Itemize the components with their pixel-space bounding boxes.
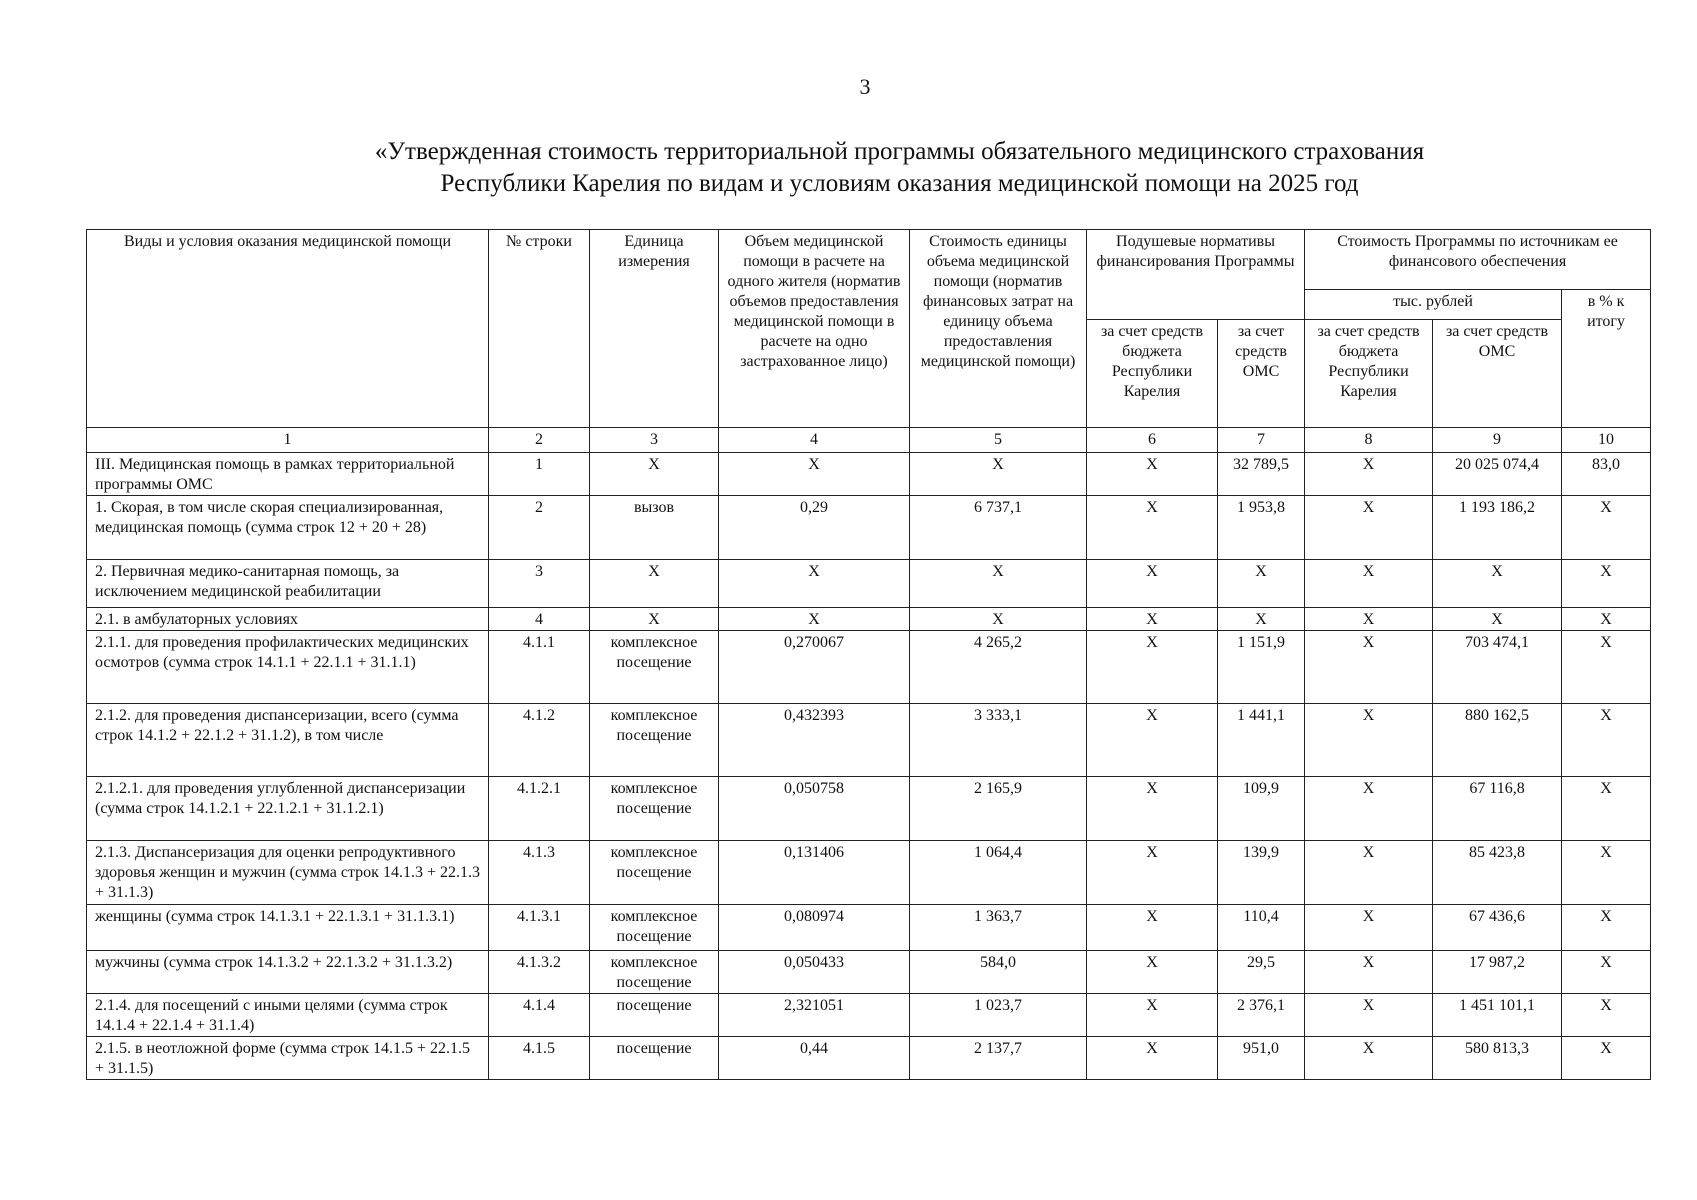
table-cell: 584,0 [910, 951, 1087, 994]
table-row [87, 608, 1651, 631]
table-row [87, 1037, 1651, 1080]
column-number: 3 [590, 428, 719, 453]
table-cell: 4.1.5 [489, 1037, 590, 1080]
header-budget-rk-2: за счет средств бюджета Республики Карелия [1305, 320, 1433, 428]
column-number: 8 [1305, 428, 1433, 453]
table-cell: 67 116,8 [1433, 777, 1562, 841]
row-label: 2.1.1. для проведения профилактических медицинских осмотров (сумма строк 14.1.1 + 22.1.1 + 31.1.1) [87, 631, 489, 704]
table-cell: 85 423,8 [1433, 841, 1562, 905]
table-cell: Х [1562, 905, 1651, 951]
table-cell: 4.1.4 [489, 994, 590, 1037]
table-row [87, 777, 1651, 841]
row-label: III. Медицинская помощь в рамках территориальной программы ОМС [87, 453, 489, 496]
table-cell: комплексное посещение [590, 951, 719, 994]
header-percent: в % к итогу [1562, 290, 1651, 428]
table-cell: Х [1305, 951, 1433, 994]
table-cell: Х [1562, 608, 1651, 631]
column-number: 10 [1562, 428, 1651, 453]
table-cell: Х [910, 453, 1087, 496]
table-row [87, 951, 1651, 994]
table-cell: Х [910, 608, 1087, 631]
table-cell: 1 193 186,2 [1433, 496, 1562, 560]
table-cell: 4.1.3.1 [489, 905, 590, 951]
column-number: 5 [910, 428, 1087, 453]
table-cell: 4 265,2 [910, 631, 1087, 704]
table-cell: Х [1087, 560, 1218, 608]
table-row [87, 704, 1651, 777]
table-row [87, 841, 1651, 905]
page-number: 3 [859, 74, 871, 99]
table-cell: 29,5 [1218, 951, 1305, 994]
table-cell: Х [1433, 608, 1562, 631]
table-cell: Х [1087, 631, 1218, 704]
row-label: 2.1.2.1. для проведения углубленной диспансеризации (сумма строк 14.1.2.1 + 22.1.2.1 + 31.1.2.1) [87, 777, 489, 841]
table-cell: комплексное посещение [590, 841, 719, 905]
table-cell: Х [1562, 951, 1651, 994]
table-cell: комплексное посещение [590, 777, 719, 841]
table-cell: Х [1087, 951, 1218, 994]
table-cell: 4.1.3.2 [489, 951, 590, 994]
table-cell: 0,270067 [719, 631, 910, 704]
table-cell: 2 376,1 [1218, 994, 1305, 1037]
table-cell: 1 441,1 [1218, 704, 1305, 777]
table-cell: 1 953,8 [1218, 496, 1305, 560]
table-row [87, 631, 1651, 704]
row-label: 2.1.3. Диспансеризация для оценки репродуктивного здоровья женщин и мужчин (сумма строк 14.1.3 + 22.1.3 + 31.1.3) [87, 841, 489, 905]
table-cell: Х [1087, 704, 1218, 777]
table-cell: 20 025 074,4 [1433, 453, 1562, 496]
table-cell: Х [1087, 777, 1218, 841]
table-cell: 3 [489, 560, 590, 608]
table-row [87, 560, 1651, 608]
header-thousand-rub: тыс. рублей [1305, 290, 1562, 320]
table-cell: 0,432393 [719, 704, 910, 777]
table-cell: Х [1305, 496, 1433, 560]
table-cell: 0,131406 [719, 841, 910, 905]
table-cell: Х [1087, 1037, 1218, 1080]
header-program-cost: Стоимость Программы по источникам ее финансового обеспечения [1305, 230, 1651, 290]
table-cell: 6 737,1 [910, 496, 1087, 560]
table-cell: Х [1305, 1037, 1433, 1080]
row-label: 2. Первичная медико-санитарная помощь, за исключением медицинской реабилитации [87, 560, 489, 608]
column-number: 6 [1087, 428, 1218, 453]
table-cell: 1 363,7 [910, 905, 1087, 951]
table-cell: Х [1305, 453, 1433, 496]
table-cell: 0,050433 [719, 951, 910, 994]
header-oms-funds: за счет средств ОМС [1218, 320, 1305, 428]
table-cell: 703 474,1 [1433, 631, 1562, 704]
row-label: 1. Скорая, в том числе скорая специализированная, медицинская помощь (сумма строк 12 + 20 + 28) [87, 496, 489, 560]
table-cell: 951,0 [1218, 1037, 1305, 1080]
table-cell: Х [719, 560, 910, 608]
column-number-row [87, 428, 1651, 453]
table-cell: Х [1087, 608, 1218, 631]
table-cell: 83,0 [1562, 453, 1651, 496]
table-cell: Х [1562, 496, 1651, 560]
table-cell: 32 789,5 [1218, 453, 1305, 496]
row-label: 2.1.2. для проведения диспансеризации, всего (сумма строк 14.1.2 + 22.1.2 + 31.1.2), в том числе [87, 704, 489, 777]
table-cell: Х [1218, 608, 1305, 631]
table-cell: Х [1305, 777, 1433, 841]
header-volume: Объем медицинской помощи в расчете на одного жителя (норматив объемов предоставления медицинской помощи в расчете на одно застрахованное лицо) [719, 230, 910, 428]
table-cell: Х [1305, 560, 1433, 608]
header-unit: Единица измерения [590, 230, 719, 428]
table-cell: Х [1562, 631, 1651, 704]
table-cell: 2 [489, 496, 590, 560]
table-row [87, 905, 1651, 951]
table-cell: 0,29 [719, 496, 910, 560]
table-cell: Х [590, 608, 719, 631]
table-cell: 3 333,1 [910, 704, 1087, 777]
table-row [87, 496, 1651, 560]
table-cell: Х [1305, 704, 1433, 777]
table-cell: 2,321051 [719, 994, 910, 1037]
header-cost-unit: Стоимость единицы объема медицинской помощи (норматив финансовых затрат на единицу объема предоставления медицинской помощи) [910, 230, 1087, 428]
header-line-no: № строки [489, 230, 590, 428]
table-cell: Х [1087, 841, 1218, 905]
row-label: 2.1.4. для посещений с иными целями (сумма строк 14.1.4 + 22.1.4 + 31.1.4) [87, 994, 489, 1037]
table-cell: 0,44 [719, 1037, 910, 1080]
table-cell: 4 [489, 608, 590, 631]
table-cell: Х [719, 608, 910, 631]
header-per-capita: Подушевые нормативы финансирования Программы [1087, 230, 1305, 320]
table-cell: 4.1.2 [489, 704, 590, 777]
column-number: 9 [1433, 428, 1562, 453]
table-cell: 4.1.3 [489, 841, 590, 905]
table-cell: 1 [489, 453, 590, 496]
table-cell: посещение [590, 1037, 719, 1080]
table-cell: 139,9 [1218, 841, 1305, 905]
table-cell: 17 987,2 [1433, 951, 1562, 994]
table-cell: 1 064,4 [910, 841, 1087, 905]
title-line-1: «Утвержденная стоимость территориальной программы обязательного медицинского страхования [374, 138, 1425, 165]
table-row [87, 994, 1651, 1037]
table-cell: Х [590, 560, 719, 608]
table-cell: Х [1087, 905, 1218, 951]
table-cell: Х [1562, 1037, 1651, 1080]
row-label: 2.1.5. в неотложной форме (сумма строк 14.1.5 + 22.1.5 + 31.1.5) [87, 1037, 489, 1080]
column-number: 4 [719, 428, 910, 453]
table-cell: 0,050758 [719, 777, 910, 841]
table-cell: Х [1562, 560, 1651, 608]
table-cell: Х [1218, 560, 1305, 608]
title-line-2: Республики Карелия по видам и условиям оказания медицинской помощи на 2025 год [440, 170, 1359, 197]
table-body [87, 428, 1651, 1080]
table-cell: Х [1562, 841, 1651, 905]
table-cell: Х [1305, 905, 1433, 951]
table-cell: 580 813,3 [1433, 1037, 1562, 1080]
table-cell: комплексное посещение [590, 631, 719, 704]
table-cell: Х [1562, 704, 1651, 777]
table-cell: Х [590, 453, 719, 496]
header-oms-funds-2: за счет средств ОМС [1433, 320, 1562, 428]
table-cell: Х [1305, 631, 1433, 704]
table-cell: посещение [590, 994, 719, 1037]
header-budget-rk: за счет средств бюджета Республики Карелия [1087, 320, 1218, 428]
table-cell: 2 137,7 [910, 1037, 1087, 1080]
table-cell: Х [910, 560, 1087, 608]
row-label: мужчины (сумма строк 14.1.3.2 + 22.1.3.2 + 31.1.3.2) [87, 951, 489, 994]
column-number: 7 [1218, 428, 1305, 453]
table-cell: 109,9 [1218, 777, 1305, 841]
table-cell: 880 162,5 [1433, 704, 1562, 777]
table-cell: Х [1562, 994, 1651, 1037]
column-number: 2 [489, 428, 590, 453]
table-cell: вызов [590, 496, 719, 560]
table-cell: Х [1305, 841, 1433, 905]
table-cell: 4.1.2.1 [489, 777, 590, 841]
table-cell: 110,4 [1218, 905, 1305, 951]
table-cell: Х [719, 453, 910, 496]
table-cell: 1 023,7 [910, 994, 1087, 1037]
table-cell: 2 165,9 [910, 777, 1087, 841]
table-cell: Х [1087, 994, 1218, 1037]
table-cell: комплексное посещение [590, 905, 719, 951]
table-cell: 1 151,9 [1218, 631, 1305, 704]
table-cell: Х [1433, 560, 1562, 608]
program-cost-table [86, 229, 1651, 1080]
table-cell: Х [1305, 994, 1433, 1037]
table-cell: Х [1087, 496, 1218, 560]
table-cell: Х [1087, 453, 1218, 496]
table-cell: Х [1305, 608, 1433, 631]
table-cell: комплексное посещение [590, 704, 719, 777]
table-cell: 0,080974 [719, 905, 910, 951]
table-cell: 1 451 101,1 [1433, 994, 1562, 1037]
row-label: 2.1. в амбулаторных условиях [87, 608, 489, 631]
table-row [87, 453, 1651, 496]
table-cell: 67 436,6 [1433, 905, 1562, 951]
row-label: женщины (сумма строк 14.1.3.1 + 22.1.3.1 + 31.1.3.1) [87, 905, 489, 951]
header-kinds: Виды и условия оказания медицинской помощи [87, 230, 489, 428]
table-cell: Х [1562, 777, 1651, 841]
column-number: 1 [87, 428, 489, 453]
document-title [0, 136, 1697, 200]
table-cell: 4.1.1 [489, 631, 590, 704]
